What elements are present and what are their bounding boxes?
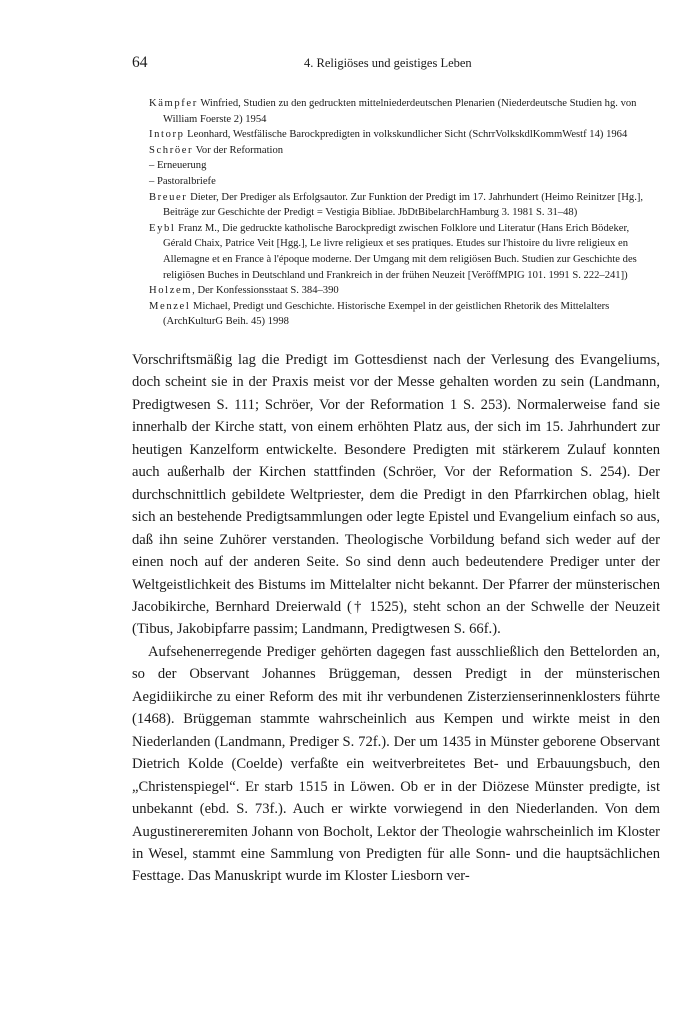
page-number: 64 [132,54,148,71]
bib-author: Menzel [149,300,191,312]
page-header [0,54,700,76]
bibliography-entry [149,158,659,174]
bibliography-entry [149,299,659,330]
running-head: 4. Religiöses und geistiges Leben [304,56,472,70]
bib-text: Dieter, Der Prediger als Erfolgsautor. Zur Funktion der Predigt im 17. Jahrhundert (Heimo Reinitzer [Hg.], Beiträge zur Geschichte der Predigt = Vestigia Bibliae. JbDtBibelarchHamburg 3. 1981 S. 31–48) [163,191,644,219]
bib-author: Intorp [149,129,185,141]
bibliography-entry [149,221,659,283]
paragraph: Vorschriftsmäßig lag die Predigt im Gottesdienst nach der Verlesung des Evangeliums, doch scheint sie in der Praxis meist vor der Messe gehalten worden zu sein (Landmann, Predigtwesen S. 111; Schröer, Vor der Reformation 1 S. 253). Normalerweise fand sie innerhalb der Kirche statt, von einem erhöhten Platz aus, der sich im 15. Jahrhundert zur heutigen Kanzelform entwickelte. Besondere Predigten mit stärkerem Zulauf konnten auch außerhalb der Kirchen stattfinden (Schröer, Vor der Reformation S. 254). Der durchschnittlich gebildete Weltpriester, dem die Predigt in den Pfarrkirchen oblag, hielt sich an bestehende Predigtsammlungen oder legte Epistel und Evangelium einfach so aus, daß ihn seine Zuhörer verstanden. Theologische Vorbildung befand sich weder auf der einen noch auf der anderen Seite. So sind denn auch bedeutendere Prediger unter der Weltgeistlichkeit des Bistums im Mittelalter nicht bekannt. Der Pfarrer der münsterischen Jacobikirche, Bernhard Dreierwald († 1525), steht schon an der Schwelle der Neuzeit (Tibus, Jakobipfarre passim; Landmann, Predigtwesen S. 66f.). [132,352,660,638]
bibliography-entry [149,283,659,299]
paragraph: Aufsehenerregende Prediger gehörten dagegen fast ausschließlich den Bettelorden an, so der Observant Johannes Brüggeman, dessen Predigt in der münsterischen Aegidiikirche zu einer Reform des mit ihr verbundenen Zisterzienserinnenklosters führte (1468). Brüggeman stammte wahrscheinlich aus Kempen und wirkte meist in den Niederlanden (Landmann, Prediger S. 72f.). Der um 1435 in Münster geborene Observant Dietrich Kolde (Coelde) verfaßte ein weitverbreitetes Bet- und Erbauungsbuch, den „Christenspiegel“. Er starb 1515 in Löwen. Ob er in der Diözese Münster predigte, ist unbekannt (ebd. S. 73f.). Auch er wirkte vorwiegend in den Niederlanden. Von dem Augustinereremiten Johann von Bocholt, Lektor der Theologie wahrscheinlich im Kloster in Wesel, stammt eine Sammlung von Predigten für alle Sonn- und die hauptsächlichen Festtage. Das Manuskript wurde im Kloster Liesborn ver- [132,643,660,885]
bib-author: Kämpfer [149,98,198,109]
bib-text: Leonhard, Westfälische Barockpredigten in volkskundlicher Sicht (SchrrVolkskdlKommWestf 14) 1964 [184,129,628,141]
bibliography-entry [149,190,659,221]
bibliography-entry [149,96,659,127]
bib-text: Michael, Predigt und Geschichte. Historische Exempel in der geistlichen Rhetorik des Mittelalters (ArchKulturG Beih. 45) 1998 [163,300,610,328]
bib-text: – Pastoralbriefe [149,175,216,187]
bib-author: Eybl [149,222,176,234]
bibliography-entry [149,143,659,159]
bib-author: Schröer [149,144,194,156]
bib-text: – Erneuerung [149,160,207,172]
bib-text: , Der Konfessionsstaat S. 384–390 [192,285,339,297]
body-text [132,349,660,888]
bibliography-entry [149,127,659,143]
bib-author: Breuer [149,191,188,203]
bibliography-entry [149,174,659,190]
bib-text: Vor der Reformation [193,144,284,156]
bib-text: Franz M., Die gedruckte katholische Barockpredigt zwischen Folklore und Literatur (Hans Erich Bödeker, Gérald Chaix, Patrice Veit [Hgg.], Le livre religieux et ses pratiques. Etudes sur l'histoire du livre religieux en Allemagne et en France à l'époque moderne. Der Umgang mit dem religiösen Buch. Studien zur Geschichte des religiösen Buches in Deutschland und Frankreich in der frühen Neuzeit [VeröffMPIG 101. 1991 S. 222–241]) [163,222,637,281]
bib-author: Holzem [149,285,193,297]
bibliography-list [149,96,659,330]
bib-text: Winfried, Studien zu den gedruckten mittelniederdeutschen Plenarien (Niederdeutsche Studien hg. von William Foerste 2) 1954 [163,98,637,125]
